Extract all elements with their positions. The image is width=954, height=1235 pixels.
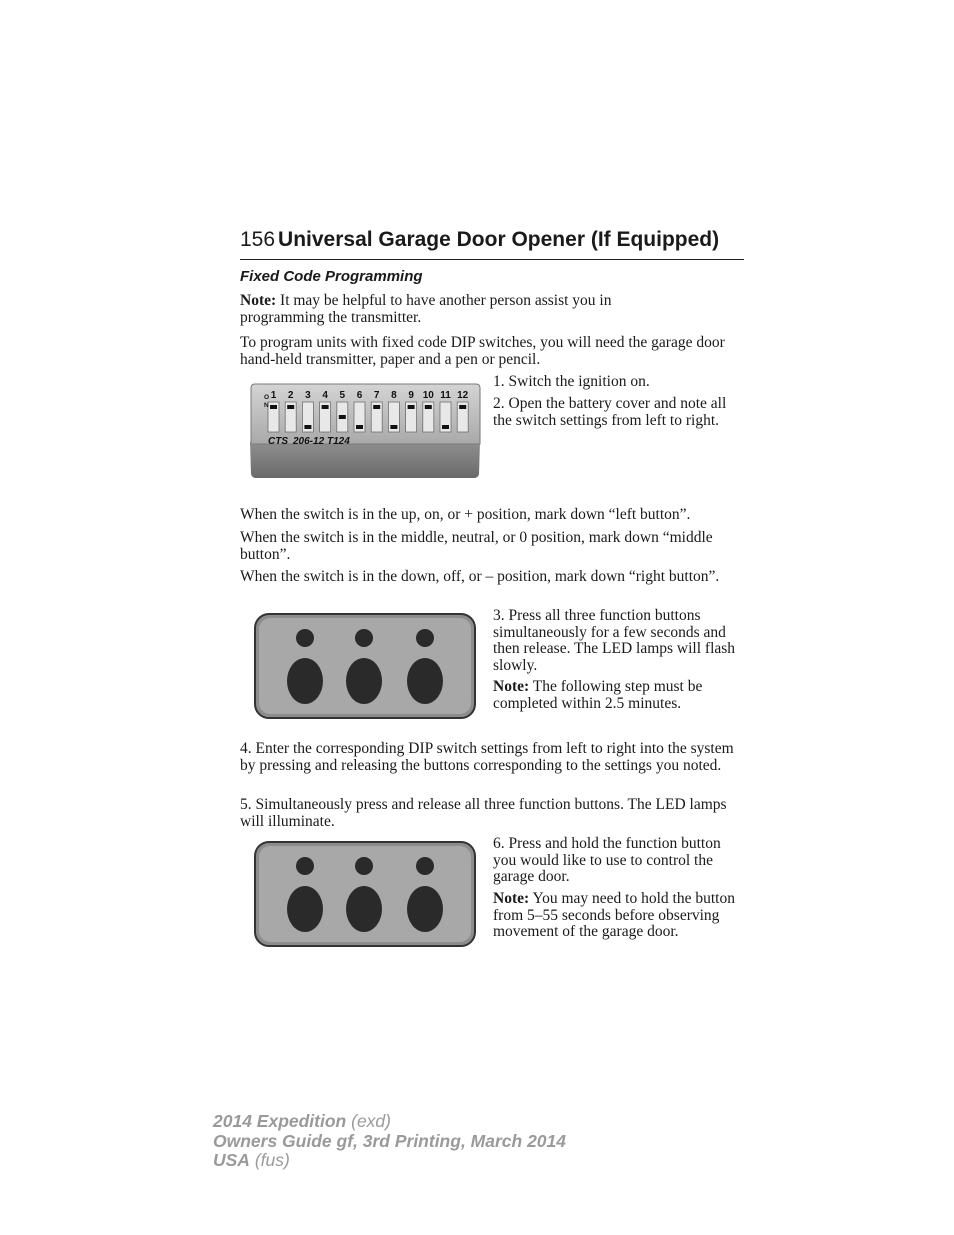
step-1: 1. Switch the ignition on. (493, 373, 650, 390)
dip-label-t: T124 (327, 436, 350, 447)
function-button-icon (346, 886, 382, 932)
step-5: 5. Simultaneously press and release all three function buttons. The LED lamps will illuminate. (240, 796, 727, 830)
led-icon (296, 629, 314, 647)
led-icon (296, 857, 314, 875)
note-paragraph (493, 891, 745, 941)
dip-switch-number: 1 (270, 390, 277, 401)
dip-switch-knob (322, 405, 329, 409)
document-footer (213, 1112, 566, 1171)
button-panel-illustration (253, 840, 477, 950)
footer-market-code: (fus) (249, 1150, 290, 1170)
dip-switch-knob (356, 425, 363, 429)
function-button-icon (407, 658, 443, 704)
footer-line-1 (213, 1112, 566, 1132)
dip-switch-number: 11 (440, 390, 451, 401)
dip-switch-knob (442, 425, 449, 429)
dip-switch-number: 3 (305, 390, 311, 401)
dip-switch-number: 12 (457, 390, 469, 401)
dip-switch-knob (287, 405, 294, 409)
page-number: 156 (240, 228, 276, 251)
dip-switch-number: 7 (373, 390, 380, 401)
dip-switch-number: 2 (287, 390, 294, 401)
dip-switch-knob (425, 405, 432, 409)
function-button-icon (287, 886, 323, 932)
note-text: It may be helpful to have another person assist you in programming the transmitter. (240, 292, 612, 326)
dip-switch-number: 9 (408, 390, 414, 401)
footer-market: USA (213, 1150, 250, 1170)
dip-side-label-n: N (264, 402, 269, 409)
button-panel-illustration (253, 612, 477, 722)
step-6: 6. Press and hold the function button you would like to use to control the garage door. (493, 835, 721, 885)
page-title: Universal Garage Door Opener (If Equipped) (278, 228, 720, 251)
led-icon (355, 857, 373, 875)
function-button-icon (407, 886, 443, 932)
dip-switch-knob (270, 405, 277, 409)
led-icon (416, 629, 434, 647)
dip-switch-knob (459, 405, 466, 409)
led-icon (416, 857, 434, 875)
step-2: 2. Open the battery cover and note all the switch settings from left to right. (493, 395, 727, 429)
dip-label-code: 206-12 (293, 436, 325, 447)
dip-switch-knob (304, 425, 311, 429)
note-paragraph (493, 679, 745, 712)
dip-label-cts: CTS (268, 436, 288, 447)
intro-paragraph: To program units with fixed code DIP switches, you will need the garage door hand-held transmitter, paper and a pen or pencil. (240, 334, 725, 368)
footer-model: 2014 Expedition (213, 1111, 347, 1131)
dip-switch-knob (373, 405, 380, 409)
header-rule (240, 259, 744, 260)
step-4: 4. Enter the corresponding DIP switch settings from left to right into the system by pressing and releasing the buttons corresponding to the settings you noted. (240, 740, 734, 774)
switch-down-paragraph: When the switch is in the down, off, or – position, mark down “right button”. (240, 568, 720, 585)
dip-switch-number: 10 (422, 390, 434, 401)
section-title: Fixed Code Programming (240, 268, 423, 285)
dip-switch-knob (339, 415, 346, 419)
switch-middle-paragraph: When the switch is in the middle, neutral, or 0 position, mark down “middle button”. (240, 529, 713, 563)
switch-up-paragraph: When the switch is in the up, on, or + position, mark down “left button”. (240, 506, 691, 523)
step-3: 3. Press all three function buttons simultaneously for a few seconds and then release. The LED lamps will flash slowly. (493, 607, 736, 674)
note-label: Note: (240, 292, 277, 309)
dip-switch-number: 6 (356, 390, 363, 401)
function-button-icon (287, 658, 323, 704)
footer-model-code: (exd) (346, 1111, 391, 1131)
dip-switch-number: 4 (322, 390, 328, 401)
page-header (240, 228, 744, 252)
note-paragraph (240, 293, 680, 326)
dip-side-label-o: O (264, 394, 270, 401)
note-label: Note: (493, 678, 530, 695)
function-button-icon (346, 658, 382, 704)
footer-line-2 (213, 1132, 566, 1152)
dip-switch-knob (408, 405, 415, 409)
led-icon (355, 629, 373, 647)
footer-line-3 (213, 1151, 566, 1171)
dip-switch-illustration (248, 382, 482, 480)
footer-guide: Owners Guide gf, 3rd Printing, March 2014 (213, 1130, 566, 1151)
note-label: Note: (493, 890, 530, 907)
dip-switch-number: 5 (339, 390, 346, 401)
note-text: The following step must be completed within 2.5 minutes. (493, 678, 703, 712)
dip-switch-number: 8 (391, 390, 397, 401)
note-text: You may need to hold the button from 5–55 seconds before observing movement of the garage door. (493, 890, 735, 940)
dip-switch-knob (390, 425, 397, 429)
